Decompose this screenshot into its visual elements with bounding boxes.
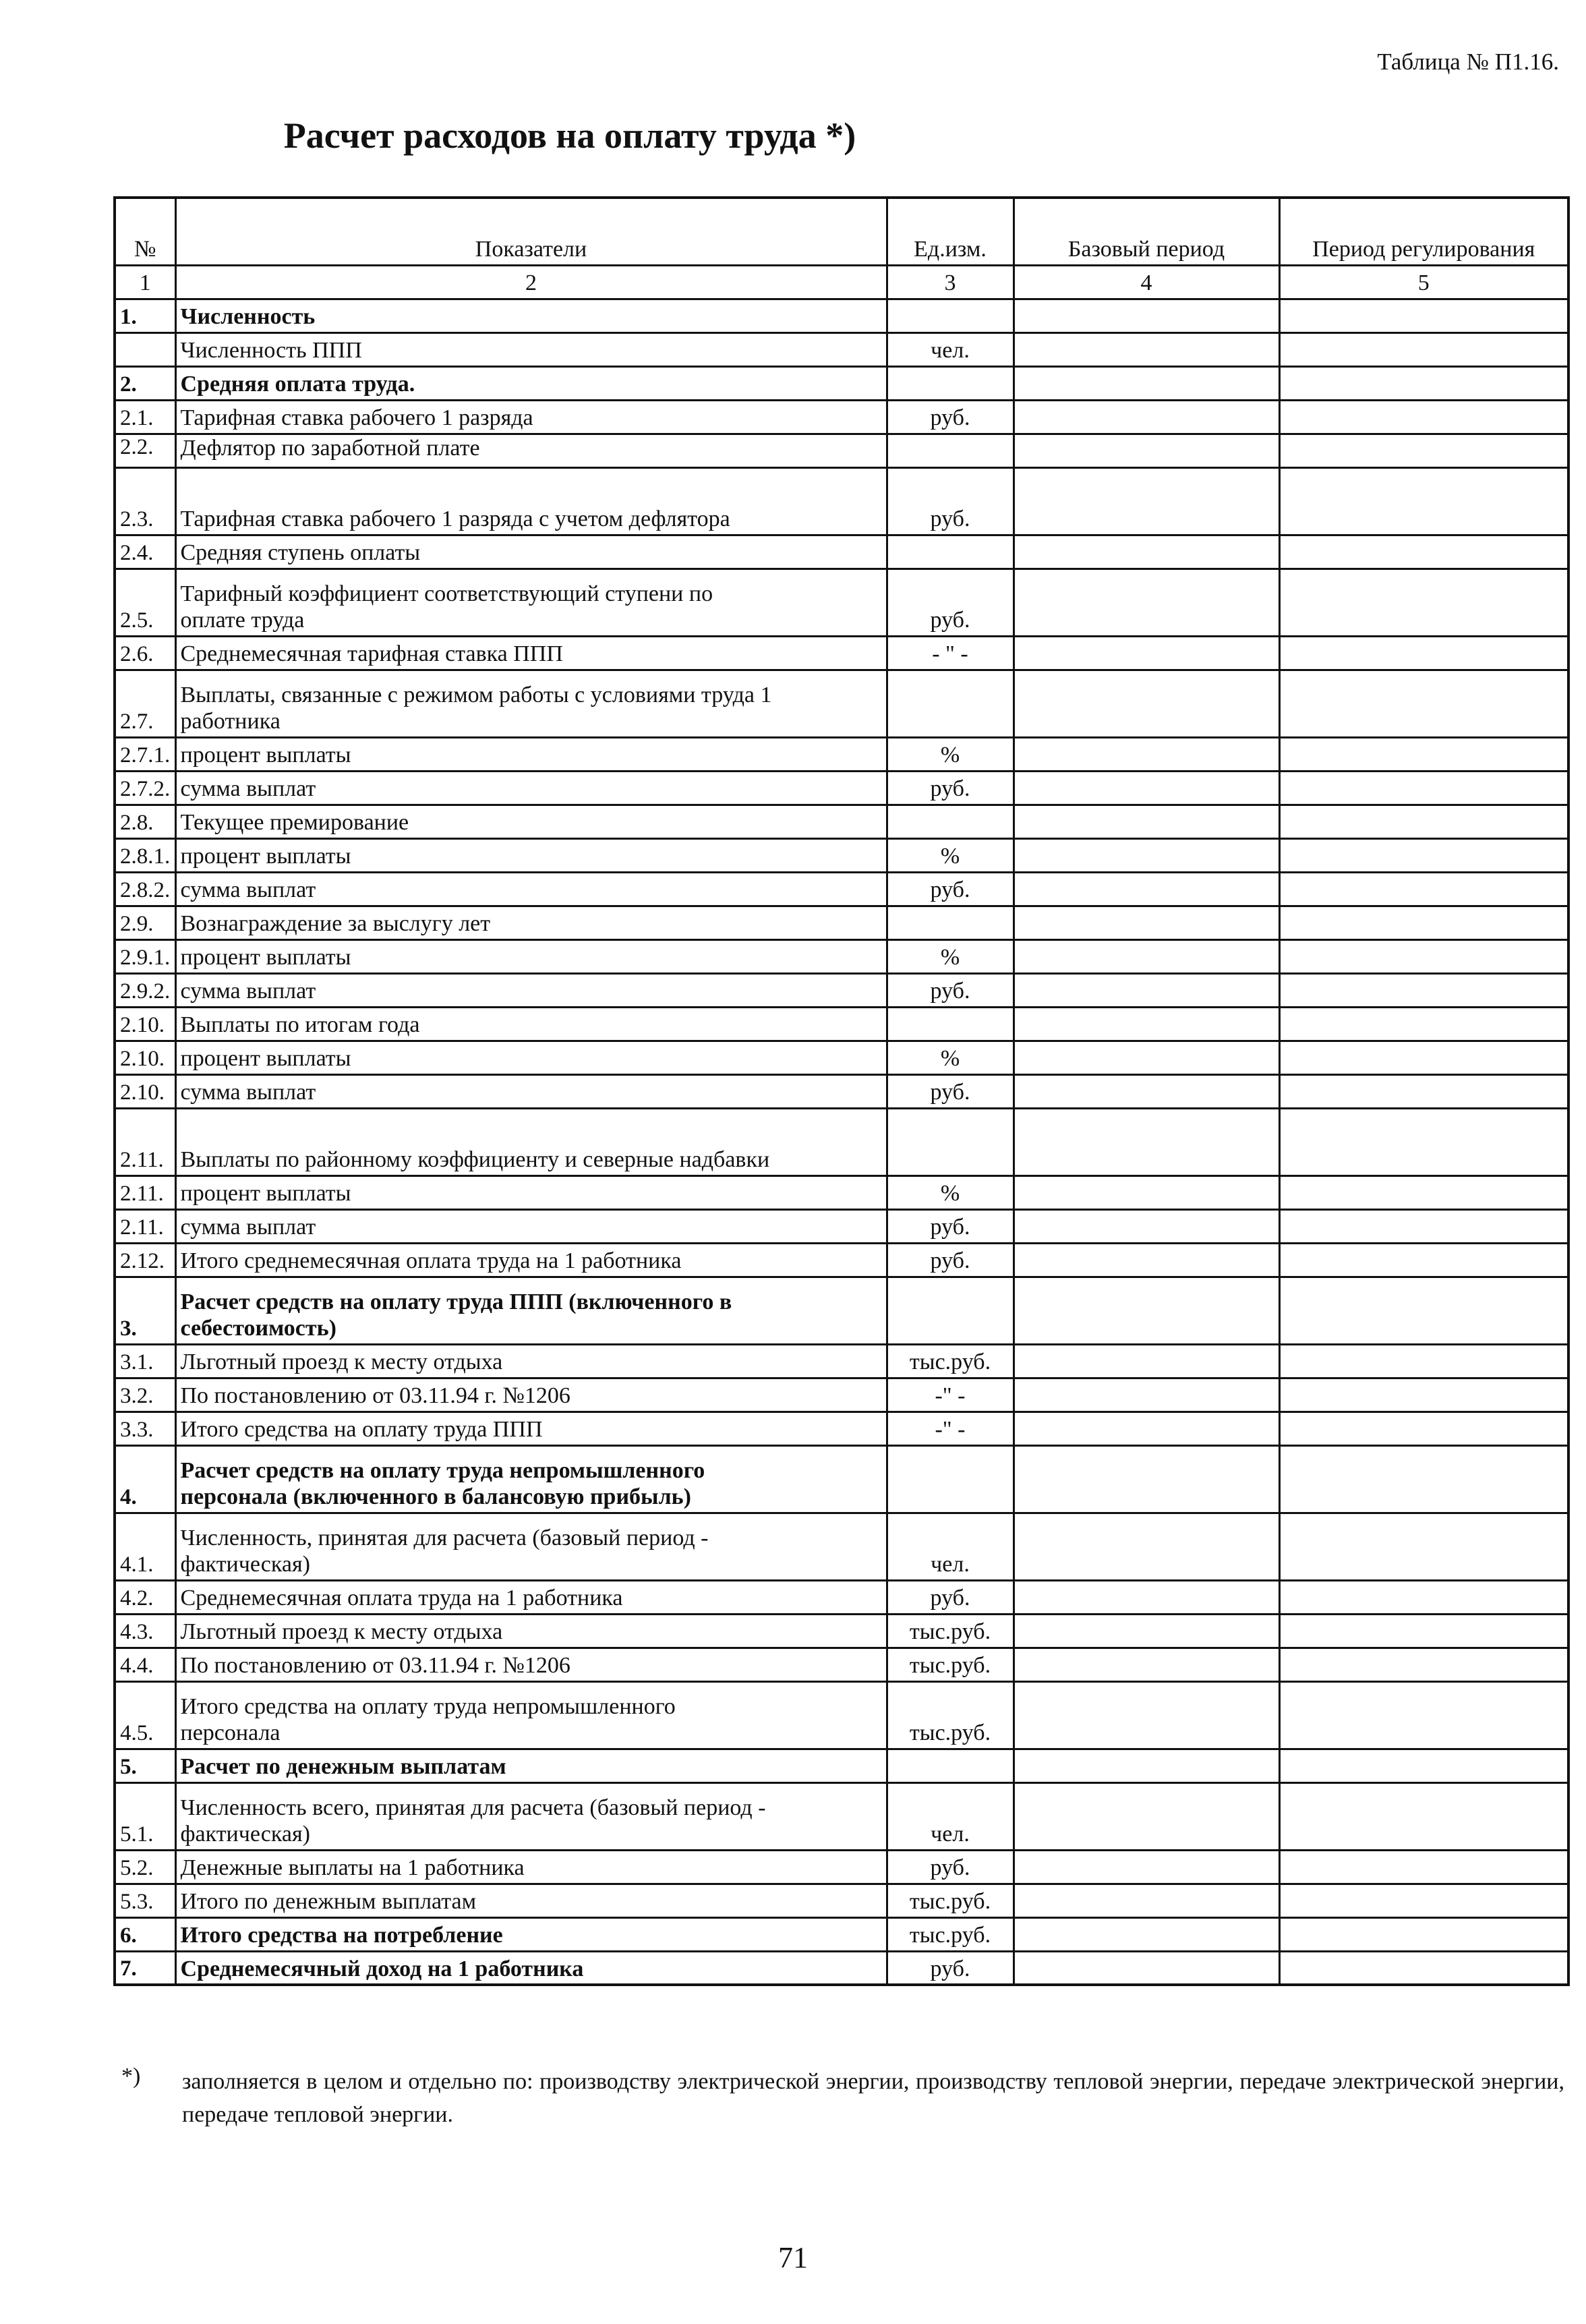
table-row [115,434,1568,467]
base-period-value-cell [1014,569,1279,636]
row-number-cell: 7. [115,1951,175,1985]
header-base-period: Базовый период [1014,198,1279,265]
page-number: 71 [778,2241,808,2274]
indicator-name-cell: Численность, принятая для расчета (базовый период - фактическая) [175,1513,887,1580]
regulation-period-value-cell [1279,434,1568,467]
indicator-name-cell: Выплаты по итогам года [175,1007,887,1041]
unit-cell: руб. [887,1850,1014,1884]
regulation-period-value-cell [1279,1378,1568,1412]
table-row [115,1749,1568,1782]
header-number: № [115,198,175,265]
regulation-period-value-cell [1279,569,1568,636]
row-number-cell: 2.4. [115,535,175,569]
regulation-period-value-cell [1279,366,1568,400]
base-period-value-cell [1014,1344,1279,1378]
table-row [115,332,1568,366]
regulation-period-value-cell [1279,1749,1568,1782]
unit-cell [887,805,1014,838]
base-period-value-cell [1014,434,1279,467]
indicator-name-cell: Среднемесячный доход на 1 работника [175,1951,887,1985]
base-period-value-cell [1014,299,1279,332]
table-row [115,1513,1568,1580]
regulation-period-value-cell [1279,1108,1568,1175]
table-row [115,1681,1568,1749]
base-period-value-cell [1014,1209,1279,1243]
indicator-name-cell: процент выплаты [175,1041,887,1074]
indicator-name-cell: Дефлятор по заработной плате [175,434,887,467]
row-number-cell: 2.9. [115,906,175,939]
unit-cell [887,906,1014,939]
regulation-period-value-cell [1279,1951,1568,1985]
table-row [115,1344,1568,1378]
table-row [115,670,1568,737]
header-regulation-period: Период регулирования [1279,198,1568,265]
regulation-period-value-cell [1279,467,1568,535]
unit-cell: -" - [887,1412,1014,1445]
indicator-name-cell: Итого по денежным выплатам [175,1884,887,1917]
unit-cell: чел. [887,1782,1014,1850]
indicator-name-cell: Итого средства на оплату труда непромышленного персонала [175,1681,887,1749]
base-period-value-cell [1014,939,1279,973]
regulation-period-value-cell [1279,1007,1568,1041]
regulation-period-value-cell [1279,838,1568,872]
unit-cell: руб. [887,973,1014,1007]
unit-cell [887,535,1014,569]
base-period-value-cell [1014,636,1279,670]
indicator-name-cell: сумма выплат [175,973,887,1007]
footnote-mark: *) [121,2064,141,2089]
table-row [115,1378,1568,1412]
row-number-cell [115,332,175,366]
row-number-cell: 3.2. [115,1378,175,1412]
table-row [115,1850,1568,1884]
base-period-value-cell [1014,1580,1279,1614]
row-number-cell: 2.7. [115,670,175,737]
row-number-cell: 2.7.2. [115,771,175,805]
unit-cell: тыс.руб. [887,1344,1014,1378]
row-number-cell: 2.7.1. [115,737,175,771]
indicator-name-cell: Льготный проезд к месту отдыха [175,1344,887,1378]
regulation-period-value-cell [1279,872,1568,906]
indicator-name-cell: Итого средства на оплату труда ППП [175,1412,887,1445]
regulation-period-value-cell [1279,1175,1568,1209]
indicator-name-cell: Итого среднемесячная оплата труда на 1 работника [175,1243,887,1277]
regulation-period-value-cell [1279,1917,1568,1951]
table-row [115,1445,1568,1513]
row-number-cell: 3.1. [115,1344,175,1378]
unit-cell: руб. [887,1951,1014,1985]
row-number-cell: 2.8.2. [115,872,175,906]
regulation-period-value-cell [1279,636,1568,670]
regulation-period-value-cell [1279,1074,1568,1108]
unit-cell: руб. [887,771,1014,805]
base-period-value-cell [1014,1007,1279,1041]
regulation-period-value-cell [1279,1277,1568,1344]
indicator-name-cell: процент выплаты [175,737,887,771]
unit-cell: % [887,939,1014,973]
indicator-name-cell: процент выплаты [175,838,887,872]
row-number-cell: 2.5. [115,569,175,636]
row-number-cell: 2.12. [115,1243,175,1277]
row-number-cell: 4.5. [115,1681,175,1749]
regulation-period-value-cell [1279,973,1568,1007]
unit-cell: руб. [887,569,1014,636]
unit-cell: тыс.руб. [887,1648,1014,1681]
row-number-cell: 2.10. [115,1007,175,1041]
row-number-cell: 2.11. [115,1108,175,1175]
regulation-period-value-cell [1279,1243,1568,1277]
unit-cell: тыс.руб. [887,1917,1014,1951]
table-row [115,906,1568,939]
regulation-period-value-cell [1279,1884,1568,1917]
regulation-period-value-cell [1279,1209,1568,1243]
column-number-4: 4 [1014,265,1279,299]
unit-cell [887,366,1014,400]
table-row [115,1277,1568,1344]
column-number-2: 2 [175,265,887,299]
base-period-value-cell [1014,332,1279,366]
base-period-value-cell [1014,1445,1279,1513]
regulation-period-value-cell [1279,1850,1568,1884]
unit-cell: чел. [887,332,1014,366]
regulation-period-value-cell [1279,805,1568,838]
table-row [115,467,1568,535]
header-row [115,198,1568,265]
regulation-period-value-cell [1279,1344,1568,1378]
row-number-cell: 2.1. [115,400,175,434]
unit-cell: руб. [887,1209,1014,1243]
row-number-cell: 4.1. [115,1513,175,1580]
table-row [115,838,1568,872]
table-number: Таблица № П1.16. [1377,49,1559,75]
row-number-cell: 6. [115,1917,175,1951]
base-period-value-cell [1014,467,1279,535]
row-number-cell: 5.2. [115,1850,175,1884]
table-row [115,1951,1568,1985]
unit-cell: руб. [887,467,1014,535]
indicator-name-cell: Среднемесячная оплата труда на 1 работника [175,1580,887,1614]
row-number-cell: 2.6. [115,636,175,670]
unit-cell: - " - [887,636,1014,670]
unit-cell [887,1007,1014,1041]
unit-cell [887,1108,1014,1175]
table-row [115,1782,1568,1850]
unit-cell: -" - [887,1378,1014,1412]
indicator-name-cell: Численность ППП [175,332,887,366]
base-period-value-cell [1014,535,1279,569]
table-row [115,1884,1568,1917]
unit-cell: % [887,1041,1014,1074]
unit-cell: руб. [887,1580,1014,1614]
regulation-period-value-cell [1279,771,1568,805]
regulation-period-value-cell [1279,299,1568,332]
row-number-cell: 2.3. [115,467,175,535]
base-period-value-cell [1014,872,1279,906]
table-row [115,1007,1568,1041]
unit-cell: % [887,737,1014,771]
regulation-period-value-cell [1279,1041,1568,1074]
base-period-value-cell [1014,1041,1279,1074]
indicator-name-cell: Численность всего, принятая для расчета (базовый период - фактическая) [175,1782,887,1850]
indicator-name-cell: Денежные выплаты на 1 работника [175,1850,887,1884]
row-number-cell: 2. [115,366,175,400]
table-row [115,973,1568,1007]
regulation-period-value-cell [1279,1681,1568,1749]
base-period-value-cell [1014,906,1279,939]
table-row [115,1209,1568,1243]
base-period-value-cell [1014,1412,1279,1445]
base-period-value-cell [1014,1681,1279,1749]
table-row [115,1648,1568,1681]
column-number-3: 3 [887,265,1014,299]
row-number-cell: 2.10. [115,1074,175,1108]
row-number-cell: 2.9.1. [115,939,175,973]
indicator-name-cell: Итого средства на потребление [175,1917,887,1951]
table-row [115,1175,1568,1209]
indicator-name-cell: По постановлению от 03.11.94 г. №1206 [175,1648,887,1681]
base-period-value-cell [1014,1749,1279,1782]
regulation-period-value-cell [1279,939,1568,973]
page-title: Расчет расходов на оплату труда *) [283,115,856,156]
table-row [115,1917,1568,1951]
unit-cell: тыс.руб. [887,1614,1014,1648]
table-row [115,569,1568,636]
indicator-name-cell: Выплаты по районному коэффициенту и северные надбавки [175,1108,887,1175]
indicator-name-cell: Тарифная ставка рабочего 1 разряда с учетом дефлятора [175,467,887,535]
base-period-value-cell [1014,838,1279,872]
indicator-name-cell: процент выплаты [175,1175,887,1209]
regulation-period-value-cell [1279,1580,1568,1614]
regulation-period-value-cell [1279,400,1568,434]
table-row [115,1041,1568,1074]
unit-cell: тыс.руб. [887,1681,1014,1749]
row-number-cell: 2.9.2. [115,973,175,1007]
row-number-cell: 5.3. [115,1884,175,1917]
base-period-value-cell [1014,1513,1279,1580]
regulation-period-value-cell [1279,535,1568,569]
row-number-cell: 2.10. [115,1041,175,1074]
base-period-value-cell [1014,1277,1279,1344]
indicator-name-cell: Тарифный коэффициент соответствующий ступени по оплате труда [175,569,887,636]
row-number-cell: 3. [115,1277,175,1344]
indicator-name-cell: Численность [175,299,887,332]
indicator-name-cell: Тарифная ставка рабочего 1 разряда [175,400,887,434]
unit-cell: тыс.руб. [887,1884,1014,1917]
header-unit: Ед.изм. [887,198,1014,265]
table-row [115,939,1568,973]
row-number-cell: 2.11. [115,1209,175,1243]
row-number-cell: 5.1. [115,1782,175,1850]
base-period-value-cell [1014,1378,1279,1412]
unit-cell: руб. [887,1074,1014,1108]
indicator-name-cell: сумма выплат [175,1074,887,1108]
row-number-cell: 4. [115,1445,175,1513]
regulation-period-value-cell [1279,1445,1568,1513]
labor-cost-table-container [113,196,1567,1986]
indicator-name-cell: Средняя ступень оплаты [175,535,887,569]
base-period-value-cell [1014,366,1279,400]
column-number-1: 1 [115,265,175,299]
regulation-period-value-cell [1279,1648,1568,1681]
unit-cell: руб. [887,1243,1014,1277]
regulation-period-value-cell [1279,906,1568,939]
indicator-name-cell: сумма выплат [175,872,887,906]
indicator-name-cell: сумма выплат [175,771,887,805]
table-row [115,771,1568,805]
indicator-name-cell: сумма выплат [175,1209,887,1243]
indicator-name-cell: Текущее премирование [175,805,887,838]
regulation-period-value-cell [1279,332,1568,366]
footnote-text: заполняется в целом и отдельно по: производству электрической энергии, производству тепловой энергии, передаче электрической энергии, передаче тепловой энергии. [182,2069,1564,2128]
indicator-name-cell: Расчет по денежным выплатам [175,1749,887,1782]
base-period-value-cell [1014,1951,1279,1985]
regulation-period-value-cell [1279,1614,1568,1648]
base-period-value-cell [1014,1074,1279,1108]
row-number-cell: 2.11. [115,1175,175,1209]
table-row [115,299,1568,332]
unit-cell: руб. [887,872,1014,906]
row-number-cell: 2.8.1. [115,838,175,872]
regulation-period-value-cell [1279,737,1568,771]
base-period-value-cell [1014,1243,1279,1277]
row-number-cell: 4.2. [115,1580,175,1614]
base-period-value-cell [1014,1175,1279,1209]
base-period-value-cell [1014,1614,1279,1648]
indicator-name-cell: Льготный проезд к месту отдыха [175,1614,887,1648]
row-number-cell: 4.4. [115,1648,175,1681]
regulation-period-value-cell [1279,1513,1568,1580]
indicator-name-cell: процент выплаты [175,939,887,973]
base-period-value-cell [1014,973,1279,1007]
table-row [115,636,1568,670]
row-number-cell: 2.8. [115,805,175,838]
base-period-value-cell [1014,737,1279,771]
table-row [115,872,1568,906]
row-number-cell: 3.3. [115,1412,175,1445]
base-period-value-cell [1014,771,1279,805]
unit-cell [887,1445,1014,1513]
unit-cell [887,1749,1014,1782]
base-period-value-cell [1014,1782,1279,1850]
unit-cell [887,670,1014,737]
base-period-value-cell [1014,1108,1279,1175]
unit-cell [887,1277,1014,1344]
indicator-name-cell: По постановлению от 03.11.94 г. №1206 [175,1378,887,1412]
table-row [115,1580,1568,1614]
header-indicators: Показатели [175,198,887,265]
indicator-name-cell: Средняя оплата труда. [175,366,887,400]
row-number-cell: 4.3. [115,1614,175,1648]
indicator-name-cell: Выплаты, связанные с режимом работы с условиями труда 1 работника [175,670,887,737]
table-row [115,805,1568,838]
table-row [115,737,1568,771]
unit-cell [887,434,1014,467]
indicator-name-cell: Вознаграждение за выслугу лет [175,906,887,939]
base-period-value-cell [1014,1648,1279,1681]
table-row [115,366,1568,400]
table-row [115,1108,1568,1175]
row-number-cell: 5. [115,1749,175,1782]
table-row [115,1412,1568,1445]
table-row [115,400,1568,434]
indicator-name-cell: Расчет средств на оплату труда непромышленного персонала (включенного в балансовую прибыль) [175,1445,887,1513]
table-row [115,535,1568,569]
unit-cell: % [887,1175,1014,1209]
base-period-value-cell [1014,1917,1279,1951]
base-period-value-cell [1014,1850,1279,1884]
unit-cell: чел. [887,1513,1014,1580]
indicator-name-cell: Расчет средств на оплату труда ППП (включенного в себестоимость) [175,1277,887,1344]
regulation-period-value-cell [1279,670,1568,737]
unit-cell: % [887,838,1014,872]
table-row [115,1614,1568,1648]
row-number-cell: 1. [115,299,175,332]
column-numbers-row [115,265,1568,299]
base-period-value-cell [1014,1884,1279,1917]
column-number-5: 5 [1279,265,1568,299]
regulation-period-value-cell [1279,1412,1568,1445]
labor-cost-table [113,196,1570,1986]
table-row [115,1243,1568,1277]
row-number-cell: 2.2. [115,434,175,467]
base-period-value-cell [1014,805,1279,838]
regulation-period-value-cell [1279,1782,1568,1850]
unit-cell [887,299,1014,332]
base-period-value-cell [1014,670,1279,737]
base-period-value-cell [1014,400,1279,434]
unit-cell: руб. [887,400,1014,434]
table-row [115,1074,1568,1108]
indicator-name-cell: Среднемесячная тарифная ставка ППП [175,636,887,670]
